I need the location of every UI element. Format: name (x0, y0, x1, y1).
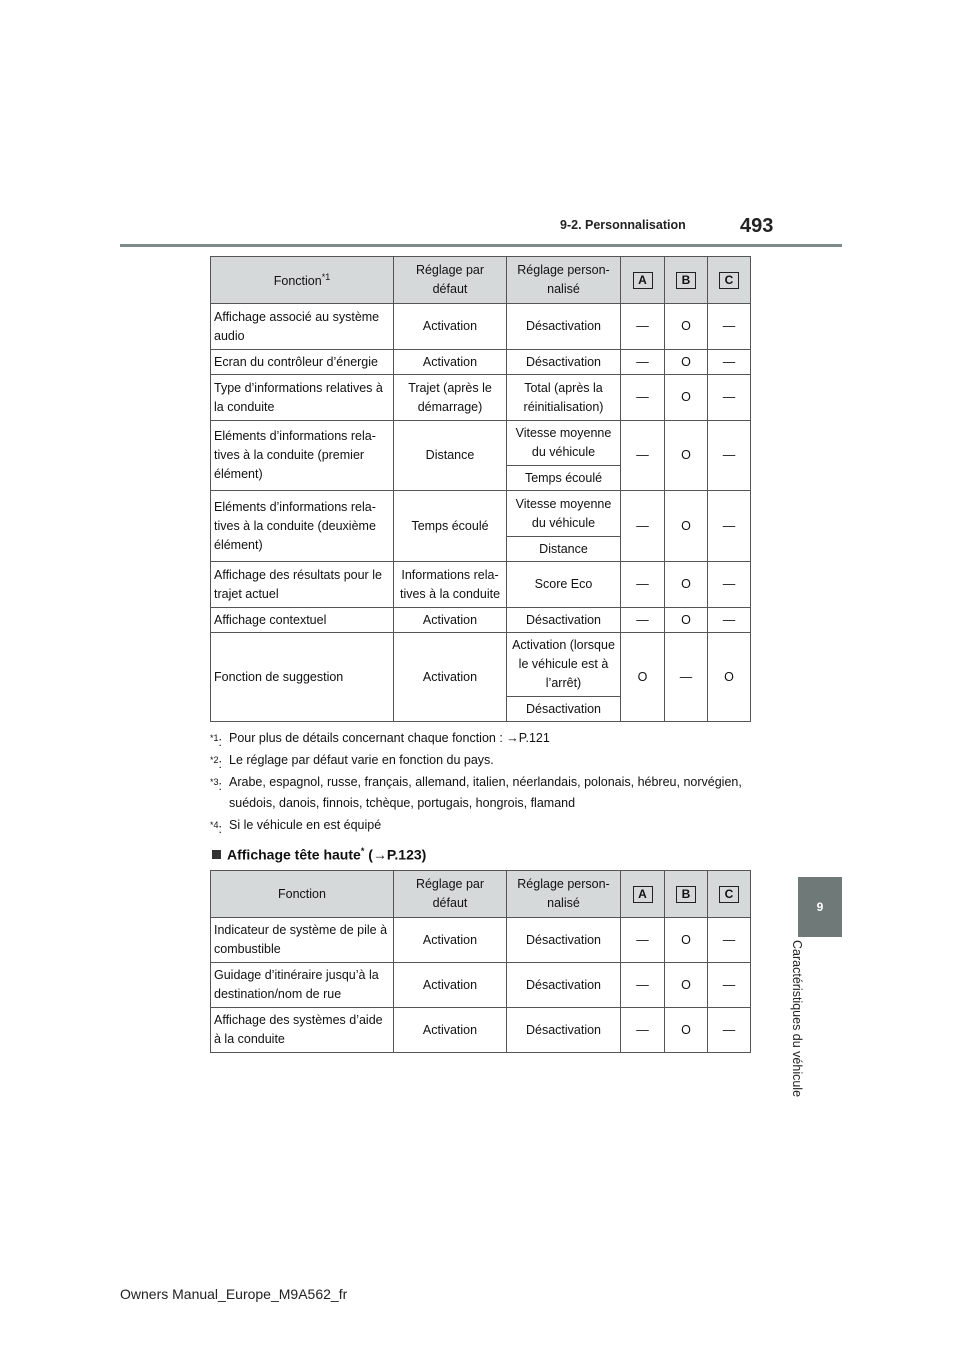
header-function: Fonction (211, 871, 394, 918)
cell-c: — (708, 491, 751, 562)
header-custom: Réglage personnalisé (507, 871, 621, 918)
header-col-a (621, 871, 665, 918)
cell-function: Eléments d’informations relatives à la conduite (premier élément) (211, 421, 394, 491)
table-header-row (211, 871, 751, 918)
cell-custom: Désactivation (507, 608, 621, 633)
table-row (211, 633, 751, 697)
cell-function: Affichage des systèmes d’aide à la conduite (211, 1008, 394, 1053)
cell-c: — (708, 421, 751, 491)
header-default: Réglage par défaut (394, 257, 507, 304)
cell-a: — (621, 963, 665, 1008)
table-row (211, 1008, 751, 1053)
chapter-number: 9 (816, 900, 824, 914)
header-rule (120, 244, 842, 247)
cell-custom: Désactivation (507, 918, 621, 963)
cell-c: — (708, 608, 751, 633)
page-ref-link[interactable]: (→P.123) (364, 846, 427, 863)
cell-function: Fonction de suggestion (211, 633, 394, 722)
cell-b: O (665, 608, 708, 633)
chapter-tab (798, 877, 842, 937)
footnotes (210, 728, 750, 837)
letter-c-box: C (719, 886, 739, 903)
cell-default: Trajet (après le démarrage) (394, 375, 507, 421)
cell-b: O (665, 304, 708, 350)
cell-function: Ecran du contrôleur d’énergie (211, 350, 394, 375)
cell-function: Guidage d’itinéraire jusqu’à la destination/nom de rue (211, 963, 394, 1008)
cell-default: Activation (394, 633, 507, 722)
table-row (211, 608, 751, 633)
cell-c: — (708, 304, 751, 350)
table-row (211, 918, 751, 963)
table-row (211, 421, 751, 466)
letter-a-box: A (633, 886, 653, 903)
table-row (211, 304, 751, 350)
letter-a-box: A (633, 272, 653, 289)
footnote: $^{*1}$: Pour plus de détails concernant chaque fonction : →P.121 (210, 731, 550, 750)
cell-a: — (621, 608, 665, 633)
section-subheading: Affichage tête haute* (→P.123) (212, 846, 426, 863)
cell-b: — (665, 633, 708, 722)
cell-function: Eléments d’informations relatives à la conduite (deuxième élément) (211, 491, 394, 562)
cell-a: — (621, 1008, 665, 1053)
cell-default: Activation (394, 963, 507, 1008)
cell-c: — (708, 1008, 751, 1053)
cell-c: — (708, 562, 751, 608)
header-col-a (621, 257, 665, 304)
cell-default: Activation (394, 918, 507, 963)
header-col-c (708, 257, 751, 304)
page-number: 493 (740, 215, 774, 237)
cell-b: O (665, 1008, 708, 1053)
cell-custom: Distance (507, 537, 621, 562)
settings-table-main (210, 256, 751, 722)
letter-b-box: B (676, 272, 696, 289)
cell-function: Indicateur de système de pile à combustible (211, 918, 394, 963)
cell-a: — (621, 491, 665, 562)
cell-default: Distance (394, 421, 507, 491)
header-col-b (665, 257, 708, 304)
cell-custom: Désactivation (507, 1008, 621, 1053)
cell-custom: Vitesse moyenne du véhicule (507, 421, 621, 466)
square-bullet-icon (212, 850, 221, 859)
letter-b-box: B (676, 886, 696, 903)
cell-custom: Score Eco (507, 562, 621, 608)
cell-default: Activation (394, 1008, 507, 1053)
cell-default: Activation (394, 304, 507, 350)
cell-function: Type d’informations relatives à la conduite (211, 375, 394, 421)
cell-b: O (665, 918, 708, 963)
cell-custom: Temps écoulé (507, 466, 621, 491)
cell-a: — (621, 350, 665, 375)
header-function: Fonction$^{*1}$ (211, 257, 394, 304)
cell-b: O (665, 421, 708, 491)
cell-default: Informations relatives à la conduite (394, 562, 507, 608)
cell-c: — (708, 350, 751, 375)
cell-function: Affichage des résultats pour le trajet actuel (211, 562, 394, 608)
cell-custom: Désactivation (507, 304, 621, 350)
cell-function: Affichage contextuel (211, 608, 394, 633)
cell-default: Activation (394, 608, 507, 633)
cell-a: — (621, 918, 665, 963)
cell-default: Activation (394, 350, 507, 375)
page-footer: Owners Manual_Europe_M9A562_fr (120, 1286, 348, 1302)
cell-c: — (708, 918, 751, 963)
cell-a: — (621, 421, 665, 491)
cell-c: — (708, 963, 751, 1008)
table-row (211, 375, 751, 421)
chapter-title-vertical (788, 940, 808, 1120)
table-row (211, 963, 751, 1008)
cell-default: Temps écoulé (394, 491, 507, 562)
cell-b: O (665, 350, 708, 375)
table-row (211, 562, 751, 608)
cell-custom: Désactivation (507, 963, 621, 1008)
header-col-c (708, 871, 751, 918)
table-row (211, 350, 751, 375)
cell-b: O (665, 375, 708, 421)
cell-custom: Désactivation (507, 697, 621, 722)
cell-custom: Total (après la réinitialisation) (507, 375, 621, 421)
footnote: $^{*2}$: Le réglage par défaut varie en fonction du pays. (210, 753, 494, 772)
cell-a: O (621, 633, 665, 722)
cell-c: — (708, 375, 751, 421)
table-row (211, 491, 751, 537)
header-default: Réglage par défaut (394, 871, 507, 918)
cell-b: O (665, 491, 708, 562)
cell-custom: Désactivation (507, 350, 621, 375)
cell-b: O (665, 963, 708, 1008)
chapter-title: Caractéristiques du véhicule (790, 940, 804, 1098)
header-col-b (665, 871, 708, 918)
cell-a: — (621, 562, 665, 608)
footnote: $^{*4}$: Si le véhicule en est équipé (210, 818, 382, 837)
cell-custom: Vitesse moyenne du véhicule (507, 491, 621, 537)
cell-a: — (621, 375, 665, 421)
cell-c: O (708, 633, 751, 722)
cell-a: — (621, 304, 665, 350)
cell-function: Affichage associé au système audio (211, 304, 394, 350)
settings-table-hud (210, 870, 751, 1053)
section-title: 9-2. Personnalisation (560, 218, 686, 232)
header-custom: Réglage personnalisé (507, 257, 621, 304)
footnote: $^{*3}$: Arabe, espagnol, russe, français, allemand, italien, néerlandais, polonais, hébreu, norvégien, suédois, danois, finnois, tchèque, portugais, hongrois, flamand (210, 775, 742, 810)
table-header-row (211, 257, 751, 304)
cell-custom: Activation (lorsque le véhicule est à l’arrêt) (507, 633, 621, 697)
letter-c-box: C (719, 272, 739, 289)
cell-b: O (665, 562, 708, 608)
